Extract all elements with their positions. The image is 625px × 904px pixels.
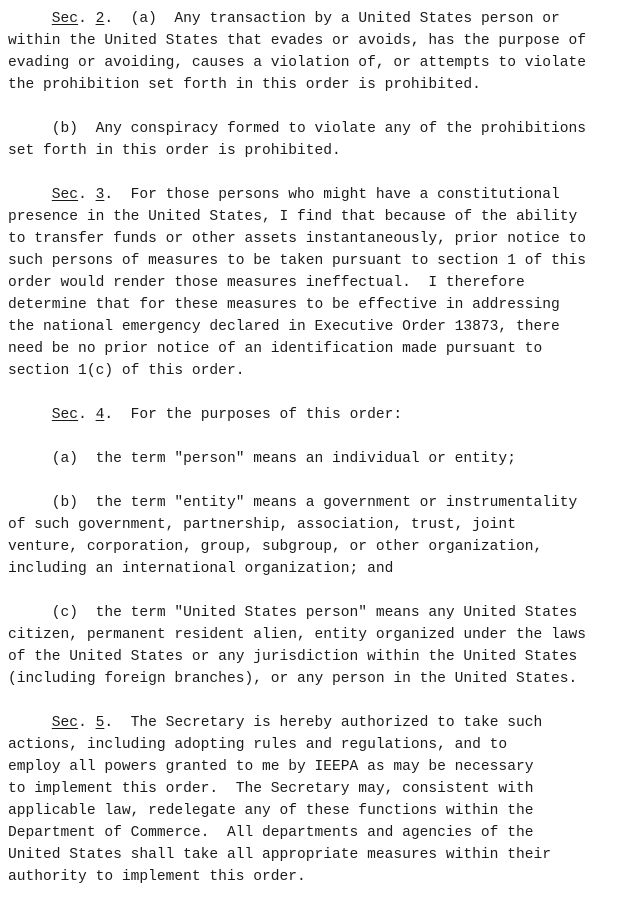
sec4-a-line-1: (a) the term "person" means an individual or entity; <box>8 451 516 467</box>
sec5-number: 5 <box>95 715 105 731</box>
sec5-line-3: employ all powers granted to me by IEEPA as may be necessary <box>8 759 534 775</box>
document-body <box>8 8 620 888</box>
sec3-label: Sec <box>51 187 79 203</box>
sec3-line-8: need be no prior notice of an identification made pursuant to <box>8 341 543 357</box>
sec4-c-line-1: (c) the term "United States person" means any United States <box>8 605 578 621</box>
sec2-b-line-1: (b) Any conspiracy formed to violate any of the prohibitions <box>8 121 587 137</box>
sec2-line-4: the prohibition set forth in this order is prohibited. <box>8 77 481 93</box>
sec5-line-5: applicable law, redelegate any of these functions within the <box>8 803 534 819</box>
sec4-b-line-1: (b) the term "entity" means a government or instrumentality <box>8 495 578 511</box>
sec2-b-line-2: set forth in this order is prohibited. <box>8 143 341 159</box>
blank-line <box>8 580 620 602</box>
sec2-number: 2 <box>95 11 105 27</box>
sec4-b-line-3: venture, corporation, group, subgroup, or other organization, <box>8 539 543 555</box>
sec4-b-line-4: including an international organization; and <box>8 561 394 577</box>
sec4-c-line-2: citizen, permanent resident alien, entity organized under the laws <box>8 627 587 643</box>
sec4-c-line-4: (including foreign branches), or any person in the United States. <box>8 671 578 687</box>
sec3-line-7: the national emergency declared in Executive Order 13873, there <box>8 319 560 335</box>
sec2-line-1: Sec. 2. (a) Any transaction by a United States person or <box>51 11 560 27</box>
sec5-line-4: to implement this order. The Secretary may, consistent with <box>8 781 534 797</box>
sec2-label: Sec <box>51 11 79 27</box>
blank-line <box>8 690 620 712</box>
blank-line <box>8 96 620 118</box>
sec5-label: Sec <box>51 715 79 731</box>
sec4-b-line-2: of such government, partnership, association, trust, joint <box>8 517 516 533</box>
sec3-line-4: such persons of measures to be taken pursuant to section 1 of this <box>8 253 587 269</box>
sec2-line-3: evading or avoiding, causes a violation of, or attempts to violate <box>8 55 587 71</box>
blank-line <box>8 470 620 492</box>
sec2-line-2: within the United States that evades or avoids, has the purpose of <box>8 33 587 49</box>
blank-line <box>8 382 620 404</box>
sec5-line-6: Department of Commerce. All departments and agencies of the <box>8 825 534 841</box>
sec5-line-7: United States shall take all appropriate measures within their <box>8 847 551 863</box>
sec3-line-6: determine that for these measures to be effective in addressing <box>8 297 560 313</box>
sec3-line-9: section 1(c) of this order. <box>8 363 245 379</box>
sec3-line-1: Sec. 3. For those persons who might have a constitutional <box>51 187 560 203</box>
sec3-line-3: to transfer funds or other assets instantaneously, prior notice to <box>8 231 587 247</box>
blank-line <box>8 162 620 184</box>
sec3-line-2: presence in the United States, I find that because of the ability <box>8 209 578 225</box>
blank-line <box>8 426 620 448</box>
sec3-line-5: order would render those measures ineffectual. I therefore <box>8 275 525 291</box>
sec4-number: 4 <box>95 407 105 423</box>
sec5-line-1: Sec. 5. The Secretary is hereby authorized to take such <box>51 715 543 731</box>
sec4-c-line-3: of the United States or any jurisdiction within the United States <box>8 649 578 665</box>
sec5-line-2: actions, including adopting rules and regulations, and to <box>8 737 508 753</box>
sec4-line-1: Sec. 4. For the purposes of this order: <box>51 407 403 423</box>
sec5-line-8: authority to implement this order. <box>8 869 306 885</box>
sec4-label: Sec <box>51 407 79 423</box>
sec3-number: 3 <box>95 187 105 203</box>
